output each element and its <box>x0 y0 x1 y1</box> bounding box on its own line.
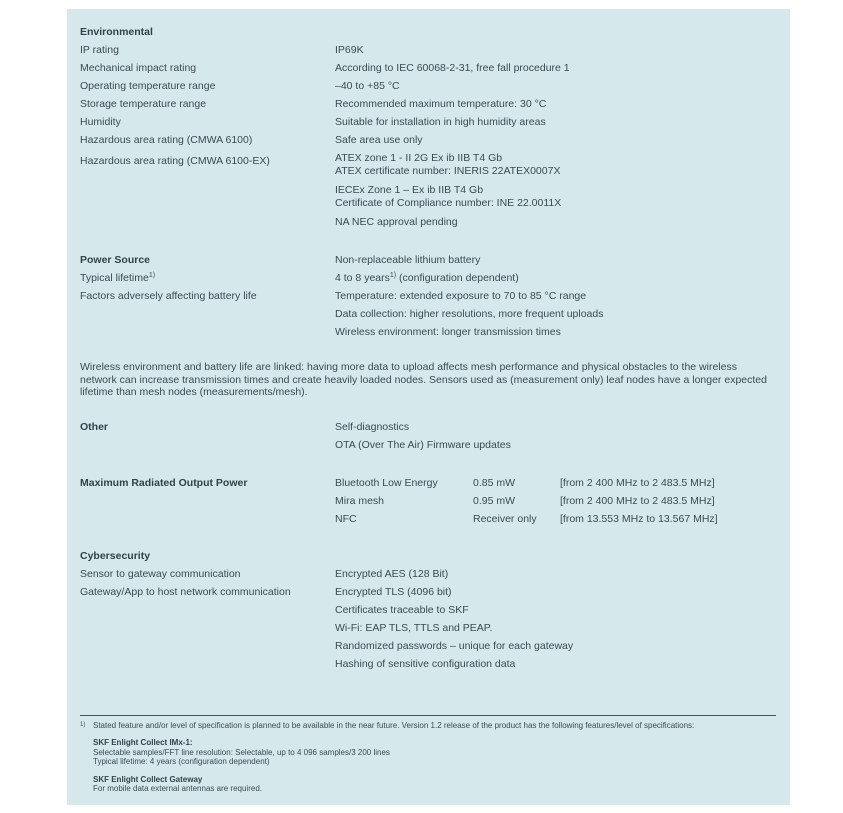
cert-line: ATEX certificate number: INERIS 22ATEX0007X <box>335 165 561 177</box>
spec-row <box>80 637 776 655</box>
footnote-section <box>80 715 776 794</box>
spec-value: Randomized passwords – unique for each gateway <box>335 639 574 652</box>
spec-value: Data collection: higher resolutions, more frequent uploads <box>335 308 604 320</box>
footnote-line: For mobile data external antennas are required. <box>93 784 262 793</box>
section-title-environmental: Environmental <box>80 26 153 38</box>
footnote-block-title: SKF Enlight Collect IMx-1: <box>93 738 193 747</box>
spec-value: Wireless environment: longer transmission times <box>335 326 561 338</box>
section-max-radiated-output-power <box>80 474 776 528</box>
spec-row <box>80 251 776 269</box>
footnote-intro: $^{1)}$ Stated feature and/or level of specification is planned to be available in the near future. Version 1.2 release of the product has the following features/level of specifications: <box>80 720 695 730</box>
section-environmental <box>80 23 776 229</box>
spec-row-battery-factors <box>80 287 776 305</box>
spec-value: Recommended maximum temperature: 30 °C <box>335 98 547 110</box>
radio-range: [from 2 400 MHz to 2 483.5 MHz] <box>560 494 715 507</box>
radio-range: [from 13.553 MHz to 13.567 MHz] <box>560 512 718 525</box>
spec-value: Temperature: extended exposure to 70 to 85 °C range <box>335 290 587 302</box>
spec-value: Safe area use only <box>335 134 423 146</box>
radio-name: Bluetooth Low Energy <box>335 476 438 489</box>
section-other <box>80 418 776 454</box>
spec-label: Sensor to gateway communication <box>80 567 241 580</box>
footnote-line: Selectable samples/FFT line resolution: Selectable, up to 4 096 samples/3 200 lines <box>93 747 390 757</box>
spec-row <box>80 113 776 131</box>
footnote-block-gateway <box>80 775 776 794</box>
spec-value: Hashing of sensitive configuration data <box>335 657 516 670</box>
radio-power: Receiver only <box>473 512 537 525</box>
section-title-other: Other <box>80 420 109 433</box>
spec-row-typical-lifetime <box>80 269 776 287</box>
spec-label: Gateway/App to host network communication <box>80 585 291 598</box>
spec-label: Factors adversely affecting battery life <box>80 290 257 302</box>
radio-range: [from 2 400 MHz to 2 483.5 MHz] <box>560 476 715 489</box>
spec-value: Encrypted TLS (4096 bit) <box>335 585 452 598</box>
spec-row <box>80 59 776 77</box>
spec-value: 4 to 8 years$^{1)}$ (configuration dependent) <box>335 272 519 284</box>
spec-row <box>80 418 776 436</box>
spec-row <box>80 601 776 619</box>
spec-sheet-panel <box>67 9 790 805</box>
spec-label: Hazardous area rating (CMWA 6100-EX) <box>80 155 270 167</box>
spec-label: Humidity <box>80 116 121 128</box>
spec-row <box>80 436 776 454</box>
section-power-source <box>80 251 776 341</box>
spec-row <box>80 77 776 95</box>
spec-value: Wi-Fi: EAP TLS, TTLS and PEAP. <box>335 621 493 634</box>
spec-value: According to IEC 60068-2-31, free fall procedure 1 <box>335 62 570 74</box>
footnote-ref: 1) <box>389 272 397 279</box>
spec-row-hazardous-ex <box>80 149 776 229</box>
spec-row <box>80 131 776 149</box>
cert-line: IECEx Zone 1 – Ex ib IIB T4 Gb <box>335 184 484 196</box>
spec-label: Typical lifetime$^{1)}$ <box>80 272 156 284</box>
spec-value: OTA (Over The Air) Firmware updates <box>335 438 511 451</box>
spec-value: Suitable for installation in high humidity areas <box>335 116 546 128</box>
radio-power: 0.95 mW <box>473 494 516 507</box>
spec-value: –40 to +85 °C <box>335 80 400 92</box>
spec-row <box>80 583 776 601</box>
section-title-cybersecurity: Cybersecurity <box>80 549 151 562</box>
section-title-power-source: Power Source <box>80 254 151 266</box>
spec-value-hazardous-ex <box>335 149 776 229</box>
spec-row <box>80 305 776 323</box>
spec-row <box>80 565 776 583</box>
spec-row <box>80 655 776 673</box>
spec-value: Non-replaceable lithium battery <box>335 254 481 266</box>
radio-name: Mira mesh <box>335 494 385 507</box>
spec-value: Encrypted AES (128 Bit) <box>335 567 449 580</box>
spec-row <box>80 619 776 637</box>
spec-value: Certificates traceable to SKF <box>335 603 469 616</box>
nec-approval-group <box>335 216 776 229</box>
spec-label: IP rating <box>80 44 119 56</box>
wireless-battery-note: Wireless environment and battery life are linked: having more data to upload affects mesh performance and physical obstacles to the wireless network can increase transmission times and create heavily loaded nodes. Sensors used as (measurement only) leaf nodes have a longer expected lifetime than mesh nodes (measurements/mesh). <box>80 361 767 398</box>
atex-certification-group <box>335 152 776 178</box>
section-title-max-radiated-output-power: Maximum Radiated Output Power <box>80 476 248 489</box>
cert-line: ATEX zone 1 - II 2G Ex ib IIB T4 Gb <box>335 152 503 164</box>
spec-value: IP69K <box>335 44 364 56</box>
spec-row <box>80 323 776 341</box>
spec-label: Storage temperature range <box>80 98 207 110</box>
spec-label: Hazardous area rating (CMWA 6100) <box>80 134 253 146</box>
spec-value: Self-diagnostics <box>335 420 410 433</box>
spec-label: Mechanical impact rating <box>80 62 197 74</box>
cert-line: Certificate of Compliance number: INE 22.0011X <box>335 197 562 209</box>
section-cybersecurity <box>80 547 776 673</box>
footnote-line: Typical lifetime: 4 years (configuration dependent) <box>93 757 270 766</box>
footnote-ref: 1) <box>148 272 156 279</box>
spec-row <box>80 41 776 59</box>
cert-line: NA NEC approval pending <box>335 216 458 228</box>
iecex-certification-group <box>335 184 776 210</box>
footnote-block-title: SKF Enlight Collect Gateway <box>93 774 203 784</box>
footnote-marker: 1) <box>80 721 86 728</box>
radio-name: NFC <box>335 512 357 525</box>
spec-label: Operating temperature range <box>80 80 216 92</box>
spec-row <box>80 95 776 113</box>
footnote-block-imx1 <box>80 738 776 767</box>
radio-power: 0.85 mW <box>473 476 516 489</box>
